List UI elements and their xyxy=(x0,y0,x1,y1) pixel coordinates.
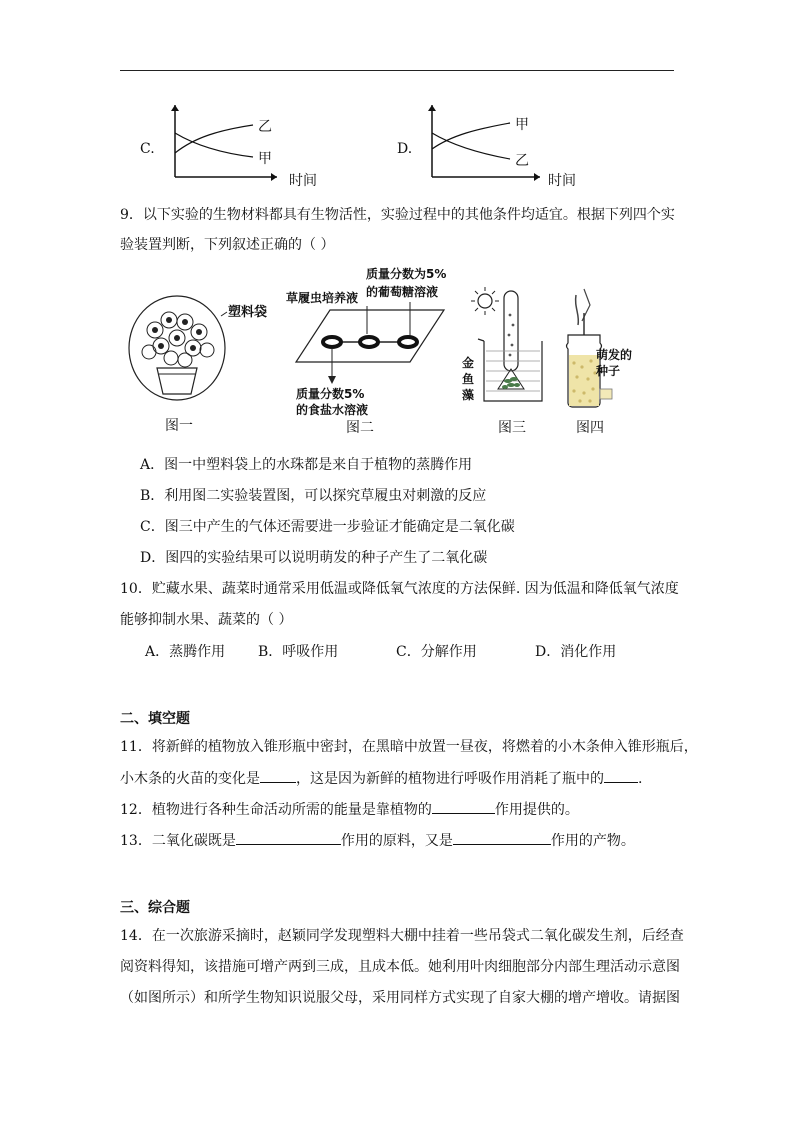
q11-blank-2[interactable] xyxy=(604,768,638,783)
graph-d-x-label: 时间 xyxy=(548,173,576,189)
q9-option-a[interactable]: A．图一中塑料袋上的水珠都是来自于植物的蒸腾作用 xyxy=(140,457,473,473)
q14-line3: （如图所示）和所学生物知识说服父母，采用同样方式实现了自家大棚的增产增收。请据图 xyxy=(120,990,680,1006)
q11-text-b: ，这是因为新鲜的植物进行呼吸作用消耗了瓶中的 xyxy=(296,771,604,787)
graph-c-upper-label: 乙 xyxy=(258,119,272,135)
q9-option-d[interactable]: D．图四的实验结果可以说明萌发的种子产生了二氧化碳 xyxy=(140,550,488,566)
figure-1-plant-bag xyxy=(125,290,295,440)
fig3-side-label-3: 藻 xyxy=(462,388,475,402)
q10-stem-line1: 10．贮藏水果、蔬菜时通常采用低温或降低氧气浓度的方法保鲜. 因为低温和降低氧气浓度 xyxy=(120,581,679,597)
fig2-bottom-label-2: 的食盐水溶液 xyxy=(296,403,369,417)
left-drop xyxy=(323,337,341,347)
bag-label: 塑料袋 xyxy=(228,305,268,320)
section-2-heading: 二、填空题 xyxy=(120,711,190,727)
q11-line2 xyxy=(120,768,642,789)
q12-line xyxy=(120,799,579,820)
sun-icon xyxy=(478,294,492,308)
jar-lid xyxy=(600,389,612,399)
test-tube xyxy=(504,291,518,371)
fig3-side-label-1: 金 xyxy=(462,356,475,370)
graph-c-lower-label: 甲 xyxy=(258,151,272,167)
q12-text-b: 作用提供的。 xyxy=(494,802,579,818)
graph-d-upper-curve xyxy=(432,123,510,149)
q10-option-c[interactable]: C．分解作用 xyxy=(396,644,477,660)
q10-option-a[interactable]: A．蒸腾作用 xyxy=(145,644,226,660)
q12-text-a: 12．植物进行各种生命活动所需的能量是靠植物的 xyxy=(120,802,432,818)
q13-text-c: 作用的产物。 xyxy=(550,833,635,849)
flower-pot xyxy=(157,368,197,394)
q13-text-b: 作用的原料，又是 xyxy=(340,833,453,849)
figure-4-caption: 图四 xyxy=(576,420,604,436)
graph-c-x-label: 时间 xyxy=(289,173,317,189)
bag-label-leader xyxy=(221,312,227,316)
q10-stem-line2: 能够抑制水果、蔬菜的（ ） xyxy=(120,612,293,628)
section-3-heading: 三、综合题 xyxy=(120,900,190,916)
figure-4-seed-jar xyxy=(560,285,660,440)
graph-d xyxy=(422,105,582,190)
sun-rays xyxy=(471,287,499,315)
fig4-label-1: 萌发的 xyxy=(596,348,633,362)
q11-text-c: . xyxy=(638,771,643,787)
q13-blank-2[interactable] xyxy=(453,830,551,845)
fig2-bottom-label-1: 质量分数5% xyxy=(296,387,365,401)
right-drop xyxy=(399,337,417,347)
figure-2-paramecium-slide xyxy=(286,262,452,442)
q13-line xyxy=(120,830,635,851)
graph-c-x-arrow xyxy=(271,173,277,181)
q9-option-b[interactable]: B．利用图二实验装置图，可以探究草履虫对刺激的反应 xyxy=(140,488,487,504)
graph-c xyxy=(165,105,325,190)
figure-3-caption: 图三 xyxy=(498,420,526,436)
q10-option-b[interactable]: B．呼吸作用 xyxy=(258,644,339,660)
q11-line1: 11．将新鲜的植物放入锥形瓶中密封，在黑暗中放置一昼夜，将燃着的小木条伸入锥形瓶后， xyxy=(120,739,698,755)
q13-text-a: 13．二氧化碳既是 xyxy=(120,833,236,849)
q9-stem-line1: 9．以下实验的生物材料都具有生物活性，实验过程中的其他条件均适宜。根据下列四个实 xyxy=(120,207,675,223)
graph-d-upper-label: 甲 xyxy=(515,117,529,133)
figure-1-caption: 图一 xyxy=(165,418,193,434)
figure-3-beaker xyxy=(458,285,568,440)
fig2-top-right-label-2: 的葡萄糖溶液 xyxy=(366,285,439,299)
fig4-label-2: 种子 xyxy=(596,364,621,378)
q13-blank-1[interactable] xyxy=(236,830,341,845)
q14-line1: 14．在一次旅游采摘时，赵颖同学发现塑料大棚中挂着一些吊袋式二氧化碳发生剂，后经查 xyxy=(120,928,684,944)
hand-sketch xyxy=(576,295,579,325)
graph-d-lower-curve xyxy=(432,133,510,159)
fig3-side-label-2: 鱼 xyxy=(462,372,475,386)
fig2-top-left-label: 草履虫培养液 xyxy=(286,291,359,305)
q12-blank[interactable] xyxy=(432,799,495,814)
graph-c-y-arrow xyxy=(171,105,179,111)
fig2-top-right-label-1: 质量分数为5% xyxy=(366,267,447,281)
option-c-label: C. xyxy=(140,141,155,157)
q10-option-d[interactable]: D．消化作用 xyxy=(535,644,617,660)
header-rule xyxy=(120,70,674,71)
graph-d-y-arrow xyxy=(428,105,436,111)
middle-drop xyxy=(360,337,378,347)
graph-d-lower-label: 乙 xyxy=(515,153,529,169)
q11-blank-1[interactable] xyxy=(260,768,296,783)
graph-d-x-arrow xyxy=(534,173,540,181)
option-d-label: D. xyxy=(397,141,413,157)
q9-option-c[interactable]: C．图三中产生的气体还需要进一步验证才能确定是二氧化碳 xyxy=(140,519,515,535)
q14-line2: 阅资料得知，该措施可增产两到三成，且成本低。她利用叶肉细胞部分内部生理活动示意图 xyxy=(120,959,680,975)
q9-stem-line2: 验装置判断，下列叙述正确的（ ） xyxy=(120,237,335,253)
q11-text-a: 小木条的火苗的变化是 xyxy=(120,771,260,787)
figure-2-caption: 图二 xyxy=(346,420,374,436)
